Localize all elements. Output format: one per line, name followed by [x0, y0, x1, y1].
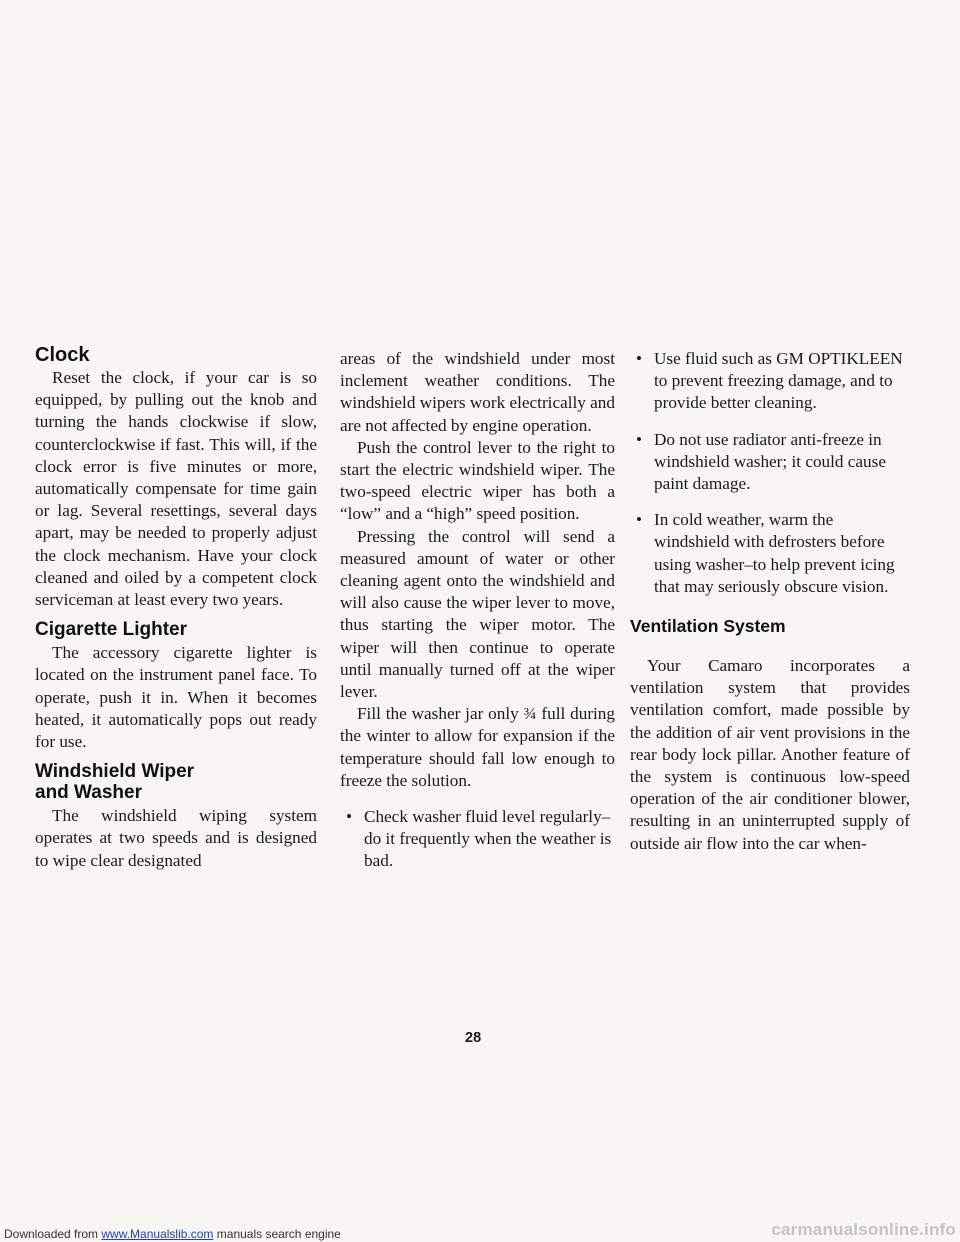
- wiper-heading-line1: Windshield Wiper: [35, 761, 195, 783]
- washer-fluid-list: [630, 348, 910, 598]
- bullet-icon: •: [636, 349, 643, 368]
- cigarette-lighter-paragraph: The accessory cigarette lighter is located on the instrument panel face. To operate, push it in. When it becomes heated, it automatically pops out ready for use.: [35, 643, 317, 752]
- washer-jar-paragraph: Fill the washer jar only ¾ full during the winter to allow for expansion if the temperature should fall low enough to freeze the solution.: [340, 704, 615, 790]
- ventilation-paragraph: Your Camaro incorporates a ventilation system that provides ventilation comfort, made possible by the addition of air vent provisions in the rear body lock pillar. Another feature of the system is continuous low-speed operation of the air conditioner blower, resulting in an uninterrupted supply of outside air flow into the car when-: [630, 656, 910, 853]
- page-number: 28: [465, 1030, 482, 1046]
- list-item: • Do not use radiator anti-freeze in windshield washer; it could cause paint damage.: [636, 429, 886, 494]
- wiper-paragraph: The windshield wiping system operates at two speeds and is designed to wipe clear designated: [35, 806, 317, 870]
- bullet-icon: •: [636, 429, 643, 449]
- column-left: [35, 345, 317, 872]
- control-lever-paragraph: Push the control lever to the right to start the electric windshield wiper. The two-speed electric wiper has both a “low” and a “high” speed position.: [340, 437, 615, 524]
- windshield-wiper-heading: [35, 761, 317, 803]
- clock-heading: Clock: [35, 344, 90, 366]
- list-item: • Check washer fluid level regularly–do it frequently when the weather is bad.: [346, 807, 612, 871]
- wiper-paragraph-cont: areas of the windshield under most inclement weather conditions. The windshield wipers work electrically and are not affected by engine operation.: [340, 349, 615, 435]
- manualslib-link[interactable]: www.Manualslib.com: [101, 1227, 214, 1241]
- washer-control-paragraph: Pressing the control will send a measured amount of water or other cleaning agent onto the windshield and will also cause the wiper lever to move, thus starting the wiper motor. The wiper will then continue to operate until manually turned off at the wiper lever.: [340, 526, 615, 702]
- wiper-heading-line2: and Washer: [35, 782, 142, 804]
- list-item: • In cold weather, warm the windshield with defrosters before using washer–to help prevent icing that may seriously obscure vision.: [636, 510, 895, 596]
- ventilation-heading: Ventilation System: [630, 616, 786, 637]
- washer-tips-list: [340, 806, 615, 873]
- bullet-icon: •: [636, 510, 643, 530]
- download-notice: Downloaded from www.Manualslib.com manuals search engine: [4, 1227, 341, 1241]
- bullet-icon: •: [346, 807, 353, 827]
- clock-paragraph: Reset the clock, if your car is so equipped, by pulling out the knob and turning the hands clockwise if slow, counterclockwise if fast. This will, if the clock error is five minutes or more, automatically compensate for time gain or lag. Several resettings, several days apart, may be needed to properly adjust the clock mechanism. Have your clock cleaned and oiled by a competent clock serviceman at least every two years.: [35, 368, 317, 610]
- column-middle: [340, 348, 615, 873]
- footer: [0, 1220, 960, 1242]
- list-item: • Use fluid such as GM OPTIKLEEN to prevent freezing damage, and to provide better cleaning.: [636, 349, 903, 413]
- watermark: carmanualsonline.info: [771, 1220, 956, 1239]
- column-right: [630, 348, 910, 855]
- cigarette-lighter-heading: Cigarette Lighter: [35, 619, 188, 641]
